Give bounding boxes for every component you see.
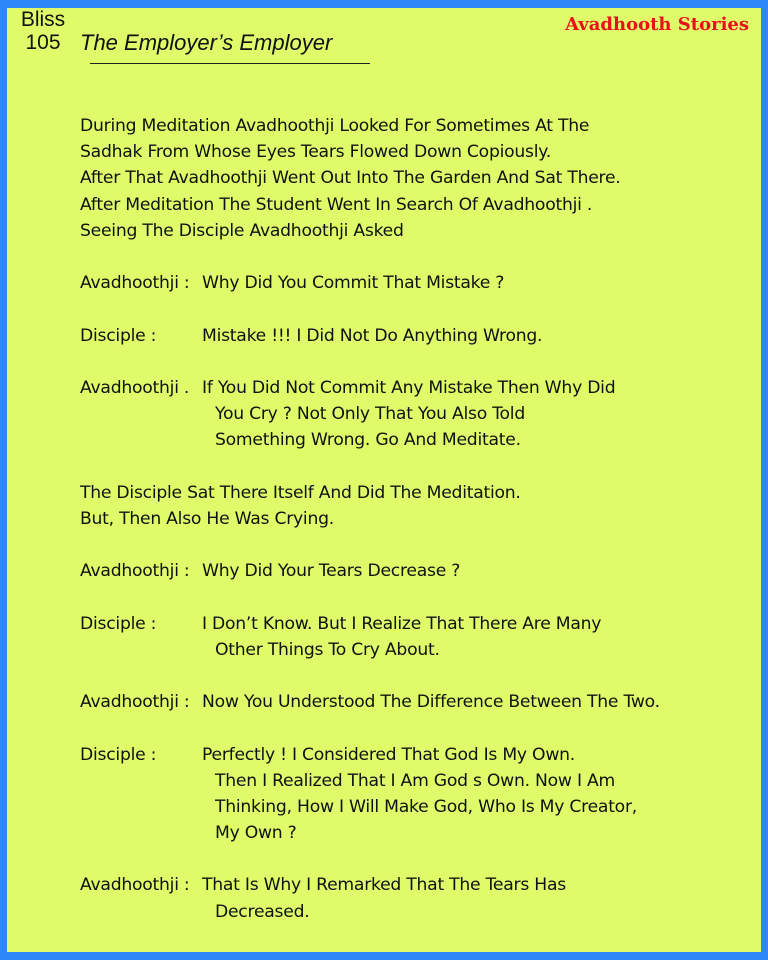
text-line: The Disciple Sat There Itself And Did The Meditation. bbox=[80, 482, 521, 503]
dialogue-entry bbox=[80, 611, 756, 663]
dialogue-line: Why Did Your Tears Decrease ? bbox=[202, 561, 461, 582]
middle-paragraph bbox=[80, 480, 756, 532]
text-line: During Meditation Avadhoothji Looked For Sometimes At The bbox=[80, 116, 590, 136]
speaker-label: Avadhoothji : bbox=[80, 273, 190, 294]
intro-paragraph bbox=[80, 113, 756, 244]
dialogue-line: I Don’t Know. But I Realize That There Are Many bbox=[202, 613, 602, 634]
dialogue-line: If You Did Not Commit Any Mistake Then Why Did bbox=[202, 377, 616, 398]
speaker-label: Avadhoothji : bbox=[80, 692, 190, 713]
dialogue-line: Decreased. bbox=[215, 901, 310, 922]
series-issue: 105 bbox=[25, 31, 61, 54]
dialogue-entry bbox=[80, 270, 756, 296]
dialogue-line: Thinking, How I Will Make God, Who Is My Creator, bbox=[215, 796, 637, 817]
title-underline bbox=[90, 63, 370, 64]
dialogue-entry bbox=[80, 742, 756, 847]
series-label: Bliss bbox=[20, 8, 66, 31]
dialogue-entry bbox=[80, 323, 756, 349]
series-number bbox=[15, 8, 71, 54]
text-line: But, Then Also He Was Crying. bbox=[80, 508, 334, 529]
dialogue-line: Other Things To Cry About. bbox=[215, 639, 440, 660]
speaker-label: Disciple : bbox=[80, 613, 157, 634]
speaker-label: Disciple : bbox=[80, 744, 157, 765]
page-title: The Employer’s Employer bbox=[80, 30, 333, 55]
dialogue-line: Mistake !!! I Did Not Do Anything Wrong. bbox=[202, 325, 543, 346]
speaker-label: Avadhoothji : bbox=[80, 875, 190, 896]
dialogue-line: Perfectly ! I Considered That God Is My Own. bbox=[202, 744, 575, 765]
dialogue-line: That Is Why I Remarked That The Tears Has bbox=[202, 875, 566, 896]
dialogue-entry bbox=[80, 375, 756, 454]
dialogue-entry bbox=[80, 558, 756, 584]
brand-title: Avadhooth Stories bbox=[565, 14, 749, 35]
story-page bbox=[7, 8, 761, 952]
dialogue-line: Now You Understood The Difference Between The Two. bbox=[202, 692, 660, 713]
speaker-label: Avadhoothji . bbox=[80, 377, 190, 398]
dialogue-line: My Own ? bbox=[215, 823, 297, 844]
dialogue-entry bbox=[80, 872, 756, 924]
text-line: Sadhak From Whose Eyes Tears Flowed Down Copiously. bbox=[80, 142, 551, 163]
text-line: Seeing The Disciple Avadhoothji Asked bbox=[80, 220, 404, 241]
dialogue-line: Then I Realized That I Am God s Own. Now I Am bbox=[215, 770, 615, 791]
text-line: After Meditation The Student Went In Search Of Avadhoothji . bbox=[80, 194, 593, 215]
story-body bbox=[80, 113, 756, 925]
dialogue-line: Something Wrong. Go And Meditate. bbox=[215, 430, 521, 451]
speaker-label: Disciple : bbox=[80, 325, 157, 346]
dialogue-line: You Cry ? Not Only That You Also Told bbox=[215, 404, 525, 425]
dialogue-entry bbox=[80, 689, 756, 715]
text-line: After That Avadhoothji Went Out Into The Garden And Sat There. bbox=[80, 168, 621, 189]
dialogue-line: Why Did You Commit That Mistake ? bbox=[202, 273, 505, 294]
speaker-label: Avadhoothji : bbox=[80, 561, 190, 582]
